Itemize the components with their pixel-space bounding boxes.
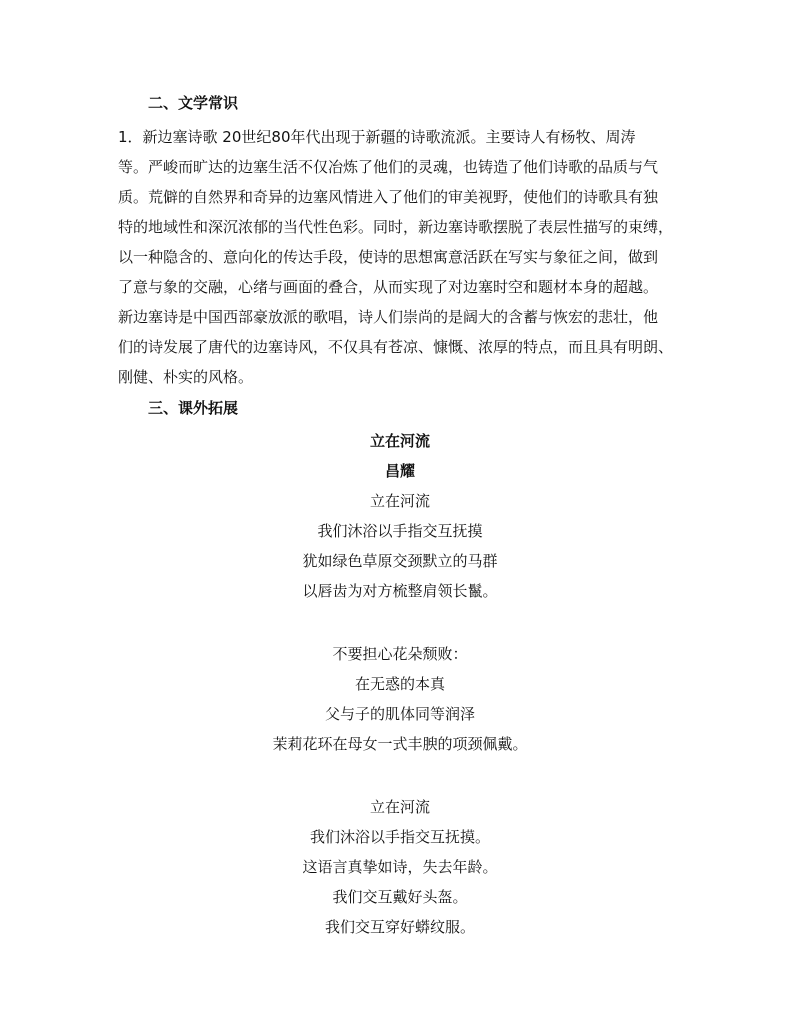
poem-stanza-2: [200, 639, 600, 759]
poem-line: 在无惑的本真: [354, 675, 445, 693]
poem-line: 不要担心花朵颓败：: [332, 645, 468, 663]
section-heading-extension: 三、课外拓展: [148, 399, 239, 417]
literature-paragraph: [118, 122, 698, 392]
paragraph-line: 刚健、朴实的风格。: [118, 368, 254, 386]
paragraph-line: 以一种隐含的、意向化的传达手段，使诗的思想寓意活跃在写实与象征之间，做到: [118, 248, 659, 266]
poem-stanza-1: [200, 486, 600, 606]
paragraph-line: 特的地域性和深沉浓郁的当代性色彩。同时，新边塞诗歌摆脱了表层性描写的束缚，: [118, 218, 674, 236]
paragraph-line: 1．新边塞诗歌 20世纪80年代出现于新疆的诗歌流派。主要诗人有杨牧、周涛: [118, 128, 636, 146]
poem-line: 我们交互戴好头盔。: [332, 888, 468, 906]
poem-line: 这语言真挚如诗，失去年龄。: [302, 858, 498, 876]
poem-stanza-3: [200, 792, 600, 942]
poem-line: 我们交互穿好蟒纹服。: [324, 918, 475, 936]
paragraph-line: 们的诗发展了唐代的边塞诗风，不仅具有苍凉、慷慨、浓厚的特点，而且具有明朗、: [118, 338, 674, 356]
poem-line: 以唇齿为对方梳整肩领长鬣。: [302, 582, 498, 600]
poem-line: 立在河流: [369, 798, 430, 816]
paragraph-line: 新边塞诗是中国西部豪放派的歌唱，诗人们崇尚的是阔大的含蓄与恢宏的悲壮，他: [118, 308, 659, 326]
section-heading-literature: 二、文学常识: [148, 94, 239, 112]
poem-line: 我们沐浴以手指交互抚摸。: [309, 828, 490, 846]
poem-line: 父与子的肌体同等润泽: [324, 705, 475, 723]
paragraph-line: 质。荒僻的自然界和奇异的边塞风情进入了他们的审美视野，使他们的诗歌具有独: [118, 188, 659, 206]
poem-author: 昌耀: [384, 462, 415, 480]
poem-line: 茉莉花环在母女一式丰腴的项颈佩戴。: [272, 735, 528, 753]
paragraph-line: 等。严峻而旷达的边塞生活不仅冶炼了他们的灵魂，也铸造了他们诗歌的品质与气: [118, 158, 659, 176]
poem-line: 犹如绿色草原交颈默立的马群: [302, 552, 498, 570]
paragraph-line: 了意与象的交融，心绪与画面的叠合，从而实现了对边塞时空和题材本身的超越。: [118, 278, 659, 296]
poem-line: 立在河流: [369, 492, 430, 510]
poem-line: 我们沐浴以手指交互抚摸: [317, 522, 483, 540]
poem: [200, 426, 600, 942]
poem-title: 立在河流: [369, 432, 430, 450]
